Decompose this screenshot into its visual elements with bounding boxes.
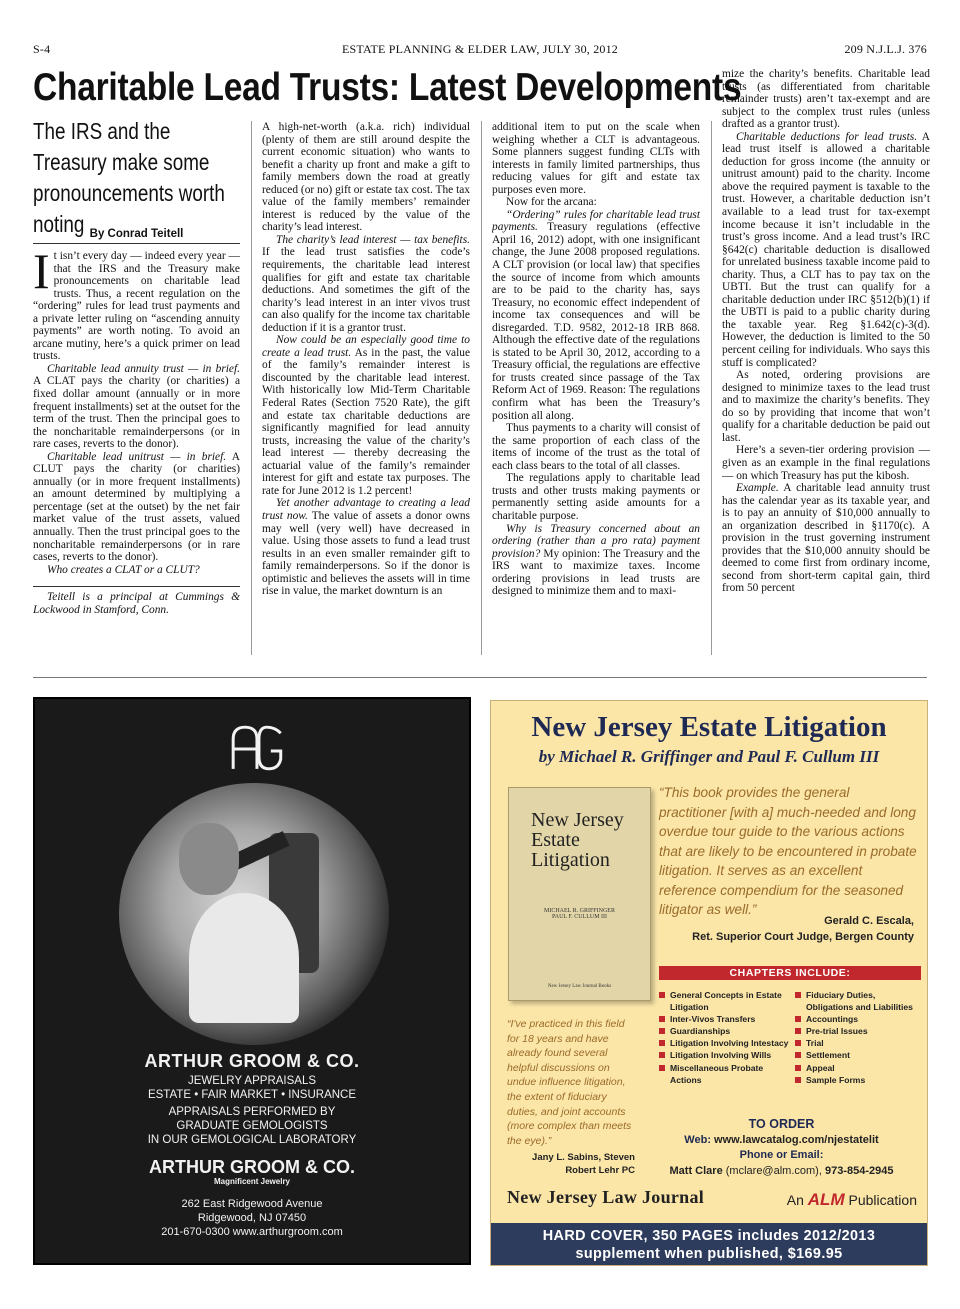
endorser-name: Gerald C. Escala, [824, 915, 914, 927]
alm-suffix: Publication [848, 1192, 917, 1208]
page-header [33, 42, 927, 58]
ag-line: APPRAISALS PERFORMED BY [168, 1106, 336, 1118]
ag-lab-info [35, 1105, 469, 1147]
ag-monogram-logo [35, 719, 469, 779]
chapter-item: Trial [795, 1037, 923, 1049]
chapter-item: Sample Forms [795, 1074, 923, 1086]
article-headline: Charitable Lead Trusts: Latest Developments [33, 66, 742, 109]
publication-name: ESTATE PLANNING & ELDER LAW, JULY 30, 2012 [341, 42, 619, 56]
chapter-item: Settlement [795, 1049, 923, 1061]
ag-line: GRADUATE GEMOLOGISTS [176, 1120, 328, 1132]
chapter-item: Guardianships [659, 1025, 794, 1037]
contact-phone[interactable]: 973-854-2945 [824, 1164, 894, 1177]
testimonial-quote: “I've practiced in this field for 18 years and have already found several helpful discussions on undue influence litigation, the extent of fiduciary duties, and joint accounts (more complex than meets the eye).” [507, 1018, 632, 1147]
book-cover [508, 787, 651, 1001]
ag-address-line: Ridgewood, NJ 07450 [197, 1212, 307, 1224]
price-banner [491, 1223, 927, 1266]
gemologist-head [179, 823, 239, 895]
ag-address-line: 262 East Ridgewood Avenue [181, 1198, 323, 1210]
ag-company-name-2: ARTHUR GROOM & CO. [149, 1157, 355, 1177]
arthur-groom-ad[interactable] [33, 697, 471, 1265]
gemologist-photo [119, 783, 389, 1045]
article-column-2: A high-net-worth (a.k.a. rich) individual (plenty of them are still around despite the current economic situation) who wants to benefit a charity up front and make a gift to family members down the road at greatly reduced (or no) gift or estate tax cost. The tax value of the family members’ remainder interest is reduced by the value of the charity’s lead interest. The charity’s lead interest — tax benefits. If the lead trust satisfies the code’s requirements, the charitable lead interest qualifies for gift and estate tax charitable deductions. And sometimes the gift of the charity’s lead interest in an inter vivos trust can also qualify for the income tax charitable deduction if it is a grantor trust. Now could be an especially good time to create a lead trust. As in the past, the value of the family’s remainder interest is discounted by the charitable lead interest. With historically low Mid-Term Charitable Federal Rates (Section 7520 Rate), the gift and estate tax charitable deductions are significantly magnified for lead annuity trusts, increasing the value of the charity’s lead interest — thereby decreasing the actuarial value of the family’s remainder interest for gift and estate tax purposes. The rate for June 2012 is 1.2 percent! Yet another advantage to creating a lead trust now. The value of assets a donor owns may well (very well) have decreased in value. Using those assets to fund a lead trust results in an even smaller remainder gift to family remainderpersons. So if the donor is optimistic and believes the assets will in time rise in value, the market downturn is an [262, 121, 470, 598]
page-number: S-4 [33, 42, 51, 56]
chapter-item: General Concepts in Estate Litigation [659, 989, 794, 1013]
article-subhead: The IRS and the Treasury make some pronouncements worth noting [33, 118, 225, 237]
order-header: TO ORDER [748, 1117, 815, 1131]
contact-email[interactable]: (mclare@alm.com), [725, 1164, 822, 1177]
ag-contact[interactable]: 201-670-0300 www.arthurgroom.com [161, 1226, 343, 1238]
book-cover-publisher: New Jersey Law Journal Books [547, 984, 612, 989]
chapter-item: Miscellaneous Probate Actions [659, 1062, 794, 1086]
order-web[interactable] [639, 1133, 924, 1149]
phone-email-label: Phone or Email: [739, 1149, 824, 1161]
chapter-item: Pre-trial Issues [795, 1025, 923, 1037]
article-column-3: additional item to put on the scale when weighing whether a CLT is advantageous. Some planners suggest funding CLTs with interests in family limited partnerships, thus reducing values for gift and estate tax purposes even more. Now for the arcana: “Ordering” rules for charitable lead trust payments. Treasury regulations (effective April 16, 2012) adopt, with one insignificant change, the June 2008 proposed regulations. A CLT provision (or local law) that specifies the source of income from which amounts are to be paid to the charity has, says Treasury, no economic effect independent of income tax consequences and will be disregarded. T.D. 9582, 2012-18 IRB 868. Although the effective date of the regulations is stated to be April 30, 2012, according to a Treasury official, the regulations are effective for trusts created since passage of the Tax Reform Act of 1969. Reason: The regulations confirm what has been the Treasury’s position all along. Thus payments to a charity will consist of the same proportion of each class of the items of income of the trust as the total of each class bears to the total of all classes. The regulations apply to charitable lead trusts and other trusts making payments or permanently setting aside amounts for a charitable purpose. Why is Treasury concerned about an ordering (rather than a pro rata) payment provision? My opinion: The Treasury and the IRS want to maximize taxes. Income ordering provisions in lead trusts are designed to minimize them and to maxi- [492, 121, 700, 598]
testimonial-attribution [507, 1151, 635, 1177]
ag-tagline: Magnificent Jewelry [213, 1177, 291, 1186]
nj-ad-title: New Jersey Estate Litigation [531, 711, 887, 743]
column-rule [481, 121, 482, 655]
nj-ad-authors: by Michael R. Griffinger and Paul F. Cullum III [538, 747, 880, 766]
chapter-item: Appeal [795, 1062, 923, 1074]
contact-name: Matt Clare [669, 1164, 723, 1177]
price-line-1: HARD COVER, 350 PAGES includes 2012/2013 [542, 1228, 876, 1244]
ag-address [35, 1197, 469, 1239]
chapter-item: Accountings [795, 1013, 923, 1025]
nj-law-journal-logo: New Jersey Law Journal [507, 1187, 705, 1207]
ag-line: JEWELRY APPRAISALS [187, 1075, 317, 1087]
article-column-4: mize the charity’s benefits. Charitable lead trusts (as differentiated from charitable remainder trusts) aren’t tax-exempt and are subject to the complex trust rules (unless drafted as a grantor trust). Charitable deductions for lead trusts. A lead trust itself is allowed a charitable deduction for gross income (the annuity or unitrust amount) paid to the charity. Income above the required payment is taxable to the trust. However, a charitable deduction isn’t available to a lead trust for tax-exempt income because it isn’t includable in the trust’s gross income. And a lead trust’s IRC §642(c) charitable deduction is disallowed for unrelated business taxable income paid to charity. Thus, a CLT has to pay tax on the UBTI. But the trust can qualify for a charitable deduction under IRC §512(b)(1) if the UBTI is paid to a public charity during the taxable year. Reg §1.642(c)-3(d). However, the deduction is limited to the 50 percent ceiling for individuals. Who says this stuff is complicated? As noted, ordering provisions are designed to minimize taxes to the lead trust and to maximize the charity’s benefits. They do so by providing that income that won’t qualify for a charitable deduction be paid out last. Here’s a seven-tier ordering provision — given as an example in the final regulations — on which Treasury has put the kibosh. Example. A charitable lead annuity trust has the calendar year as its taxable year, and is to pay an annuity of $10,000 annually to an organization described in §1170(c). A provision in the trust governing instrument provides that the $10,000 annuity should be deemed to come first from ordinary income, second from short-term capital gain, third from 50 percent [722, 68, 930, 595]
column-rule [251, 121, 252, 655]
chapters-list-left [659, 989, 794, 1086]
ag-services [35, 1074, 469, 1102]
chapter-item: Litigation Involving Wills [659, 1049, 794, 1061]
alm-publication [747, 1190, 917, 1210]
chapters-header: CHAPTERS INCLUDE: [659, 966, 921, 980]
alm-prefix: An [786, 1192, 804, 1208]
endorsement-attribution [659, 913, 914, 945]
chapter-item: Inter-Vivos Transfers [659, 1013, 794, 1025]
chapters-list-right [795, 989, 923, 1086]
book-cover-authors: MICHAEL R. GRIFFINGER PAUL F. CULLUM III [544, 908, 615, 920]
endorsement-quote: “This book provides the general practitioner [with a] much-needed and long overdue tour guide to the various actions that are likely to be encountered in probate litigation. It serves as an excellent reference compendium for the seasoned litigator as well.” [659, 785, 917, 917]
order-info [639, 1117, 924, 1179]
endorser-title: Ret. Superior Court Judge, Bergen County [692, 931, 914, 943]
web-url[interactable]: www.lawcatalog.com/njestatelit [714, 1133, 879, 1146]
book-cover-title: New Jersey Estate Litigation [531, 809, 624, 871]
alm-logo: ALM [807, 1190, 845, 1209]
article-byline: By Conrad Teitell [33, 228, 240, 244]
author-bio: Teitell is a principal at Cummings & Lockwood in Stamford, Conn. [33, 586, 240, 616]
order-contact[interactable] [639, 1164, 924, 1180]
drop-cap: I [33, 250, 50, 299]
testimonial-name: Jany L. Sabins, Steven [532, 1152, 635, 1163]
ag-line: ESTATE • FAIR MARKET • INSURANCE [147, 1089, 357, 1101]
ag-company-name: ARTHUR GROOM & CO. [144, 1051, 360, 1071]
testimonial-firm: Robert Lehr PC [565, 1165, 635, 1176]
article-column-1: It isn’t every day — indeed every year — that the IRS and the Treasury make pronouncements on charitable lead trusts. Thus, a recent regulation on the “ordering” rules for lead trust payments and a private letter ruling on “ascending annuity payments” are worth noting. To avoid an arcane mutiny, here’s a quick primer on lead trusts. Charitable lead annuity trust — in brief. A CLAT pays the charity (or charities) a fixed dollar amount (annually or in more frequent installments) set at the outset for the term of the trust. Then the principal goes to the noncharitable remainderpersons (or in rare cases, reverts to the donor). Charitable lead unitrust — in brief. A CLUT pays the charity (or charities) annually (or in more frequent installments) an amount determined by multiplying a percentage (set at the outset) by the net fair market value of the trust assets, valued annually. Then the trust principal goes to the noncharitable remainderpersons (or in rare cases, reverts to the donor). Who creates a CLAT or a CLUT? Teitell is a principal at Cummings & Lockwood in Stamford, Conn. [33, 250, 240, 616]
web-label: Web: [684, 1133, 711, 1146]
ag-line: IN OUR GEMOLOGICAL LABORATORY [147, 1134, 357, 1146]
chapter-item: Fiduciary Duties, Obligations and Liabilities [795, 989, 923, 1013]
column-rule [711, 121, 712, 655]
price-line-2: supplement when published, $169.95 [575, 1246, 843, 1262]
lab-coat [189, 893, 299, 1023]
section-divider [33, 677, 927, 678]
nj-estate-litigation-ad[interactable] [490, 700, 928, 1266]
citation: 209 N.J.L.J. 376 [844, 42, 927, 56]
chapter-item: Litigation Involving Intestacy [659, 1037, 794, 1049]
